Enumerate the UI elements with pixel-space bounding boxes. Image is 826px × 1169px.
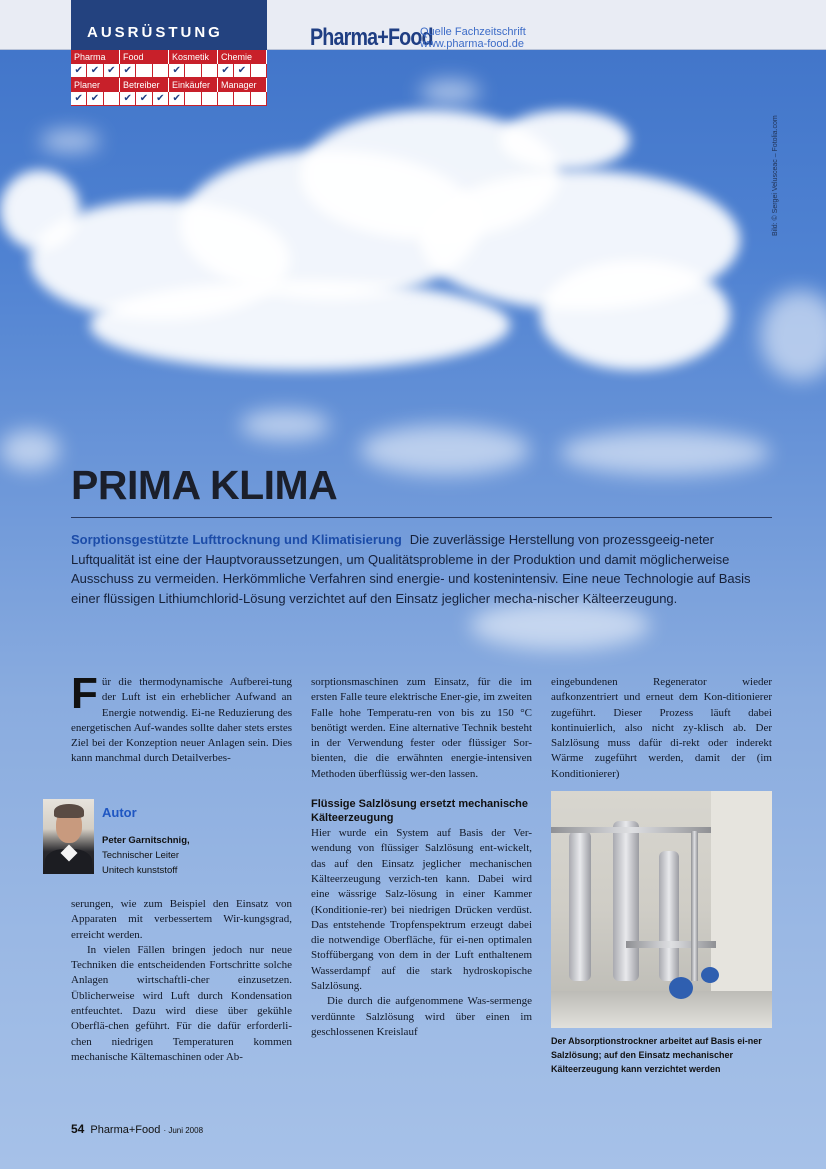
grid-label: Kosmetik bbox=[169, 50, 218, 64]
grid-label: Chemie bbox=[218, 50, 267, 64]
body-paragraph: ür die thermodynamische Aufberei-tung der Luft ist ein erheblicher Aufwand an Energie notwendig. Ei-ne Reduzierung des energetischen Auf-wandes sollte daher stets erstes Ziel bei der Konzeption neuer Anlagen sein. Dies kann manchmal durch Detailverbes- bbox=[71, 676, 292, 765]
body-column-2 bbox=[311, 675, 532, 1040]
photo-credit: Bild: © Sergei Velusceac – Fotolia.com bbox=[772, 115, 779, 236]
drop-cap: F bbox=[71, 669, 98, 718]
lead-kicker: Sorptionsgestützte Lufttrocknung und Klimatisierung bbox=[71, 532, 402, 547]
body-paragraph: serungen, wie zum Beispiel den Einsatz von Apparaten mit verbessertem Wir-kungsgrad, erreicht werden. bbox=[71, 898, 292, 941]
check-mark-icon bbox=[251, 92, 267, 106]
grid-label: Food bbox=[120, 50, 169, 64]
author-role: Technischer Leiter bbox=[102, 850, 180, 861]
grid-checks-row-2 bbox=[71, 92, 267, 106]
check-mark-icon: ✔ bbox=[169, 64, 185, 78]
check-mark-icon: ✔ bbox=[153, 92, 169, 106]
source-info bbox=[420, 26, 526, 50]
source-url: www.pharma-food.de bbox=[420, 38, 524, 50]
check-mark-icon: ✔ bbox=[87, 92, 103, 106]
check-mark-icon: ✔ bbox=[136, 92, 152, 106]
body-column-1-bottom bbox=[71, 897, 292, 1065]
check-mark-icon: ✔ bbox=[169, 92, 185, 106]
author-photo bbox=[43, 799, 94, 874]
body-column-1-top bbox=[71, 669, 292, 767]
check-mark-icon: ✔ bbox=[71, 64, 87, 78]
check-mark-icon bbox=[136, 64, 152, 78]
body-paragraph: sorptionsmaschinen zum Einsatz, für die im ersten Falle teure elektrische Ener-gie, im zweiten Falle hohe Temperatu-ren von bis zu 150 °C benötigt werden. Eine alternative Technik besteht in der Verwendung fester oder flüssiger Sor-bienten, die die erwähnten energie-intensiven Methoden überflüssig wer-den lassen. bbox=[311, 676, 532, 780]
grid-label: Manager bbox=[218, 78, 267, 92]
lead-text: Die zuverlässige Herstellung von prozessgeeig-neter Luftqualität ist eine der Hauptvoraussetzungen, um Qualitätsprobleme in der Produktion und damit möglicherweise Ausschuss zu vermeiden. Herkömmliche Verfahren sind energie- und kostenintensiv. Eine neue Technologie auf Basis einer flüssigen Lithiumchlorid-Lösung verzichtet auf den Einsatz jeglicher mecha-nischer Kälteerzeugung. bbox=[71, 532, 751, 606]
check-mark-icon bbox=[202, 64, 218, 78]
check-mark-icon bbox=[218, 92, 234, 106]
body-paragraph: Die durch die aufgenommene Was-sermenge verdünnte Salzlösung wird über einen im geschlossenen Kreislauf bbox=[311, 995, 532, 1038]
check-mark-icon bbox=[185, 92, 201, 106]
photo-caption: Der Absorptionstrockner arbeitet auf Basis ei-ner Salzlösung; auf den Einsatz mechanischer Kälteerzeugung kann verzichtet werden bbox=[551, 1036, 762, 1074]
grid-label: Einkäufer bbox=[169, 78, 218, 92]
audience-grid bbox=[71, 50, 267, 106]
check-mark-icon bbox=[153, 64, 169, 78]
body-column-3 bbox=[551, 675, 772, 782]
check-mark-icon: ✔ bbox=[87, 64, 103, 78]
section-subheading: Flüssige Salzlösung ersetzt mechanische Kälteerzeugung bbox=[311, 798, 529, 825]
body-paragraph: Hier wurde ein System auf Basis der Ver-wendung von flüssiger Salzlösung ent-wickelt, das auf den Einsatz jeglicher mechanischen Kälteerzeugung verzich-ten kann. Dabei wird eine wässrige Salz-lösung in einer Kammer (Konditionie-rer) bei niedrigen Drücken verdüst. Das entstehende Tropfenspektrum erzeugt dabei die notwendige Oberfläche, für ei-nen optimalen Stoffübergang von dem in der Luft enthaltenem Wasserdampf auf die stark hydroskopische Salzlösung. bbox=[311, 827, 532, 993]
title-divider bbox=[71, 517, 772, 518]
author-name: Peter Garnitschnig, bbox=[102, 835, 190, 846]
article-lead bbox=[71, 530, 775, 608]
check-mark-icon: ✔ bbox=[234, 64, 250, 78]
check-mark-icon: ✔ bbox=[71, 92, 87, 106]
check-mark-icon: ✔ bbox=[120, 64, 136, 78]
section-tab bbox=[71, 0, 267, 50]
check-mark-icon bbox=[185, 64, 201, 78]
body-paragraph: In vielen Fällen bringen jedoch nur neue Techniken die entscheidenden Fortschritte solche Anlagen wirtschaftli-cher einzusetzen. Üblicherweise wird Luft durch Kondensation entfeuchtet. Dazu wird diese über gekühle Oberflä-chen geführt. Für die dafür erforderli-chen niedrigen Temperaturen kommen mechanische Kältemaschinen oder Ab- bbox=[71, 943, 292, 1063]
check-mark-icon: ✔ bbox=[218, 64, 234, 78]
body-paragraph: eingebundenen Regenerator wieder aufkonzentriert und erneut dem Kon-ditionierer zugeführt. Dieser Prozess läuft dabei kontinuierlich, also nicht zy-klisch ab. Der Salzlösung muss dafür di-rekt oder inderekt Wärme zugeführt werden, damit der (im Konditionierer) bbox=[551, 676, 772, 780]
check-mark-icon bbox=[234, 92, 250, 106]
article-title: PRIMA KLIMA bbox=[71, 462, 338, 508]
publication-name: Pharma+Food bbox=[90, 1124, 161, 1136]
equipment-photo bbox=[551, 791, 772, 1028]
issue-date: · Juni 2008 bbox=[163, 1126, 204, 1135]
author-info bbox=[102, 833, 190, 878]
grid-header-row-1 bbox=[71, 50, 267, 64]
check-mark-icon: ✔ bbox=[104, 64, 120, 78]
author-heading: Autor bbox=[102, 805, 137, 820]
check-mark-icon bbox=[104, 92, 120, 106]
page-number: 54 bbox=[71, 1122, 85, 1136]
source-label: Quelle Fachzeitschrift bbox=[420, 26, 526, 38]
check-mark-icon: ✔ bbox=[120, 92, 136, 106]
check-mark-icon bbox=[202, 92, 218, 106]
check-mark-icon bbox=[251, 64, 267, 78]
brand-logo: Pharma+Food bbox=[310, 24, 433, 51]
grid-label: Planer bbox=[71, 78, 120, 92]
grid-header-row-2 bbox=[71, 78, 267, 92]
grid-label: Betreiber bbox=[120, 78, 169, 92]
page-footer bbox=[71, 1122, 203, 1136]
author-company: Unitech kunststoff bbox=[102, 865, 178, 876]
grid-checks-row-1 bbox=[71, 64, 267, 78]
section-label: AUSRÜSTUNG bbox=[87, 24, 223, 41]
grid-label: Pharma bbox=[71, 50, 120, 64]
